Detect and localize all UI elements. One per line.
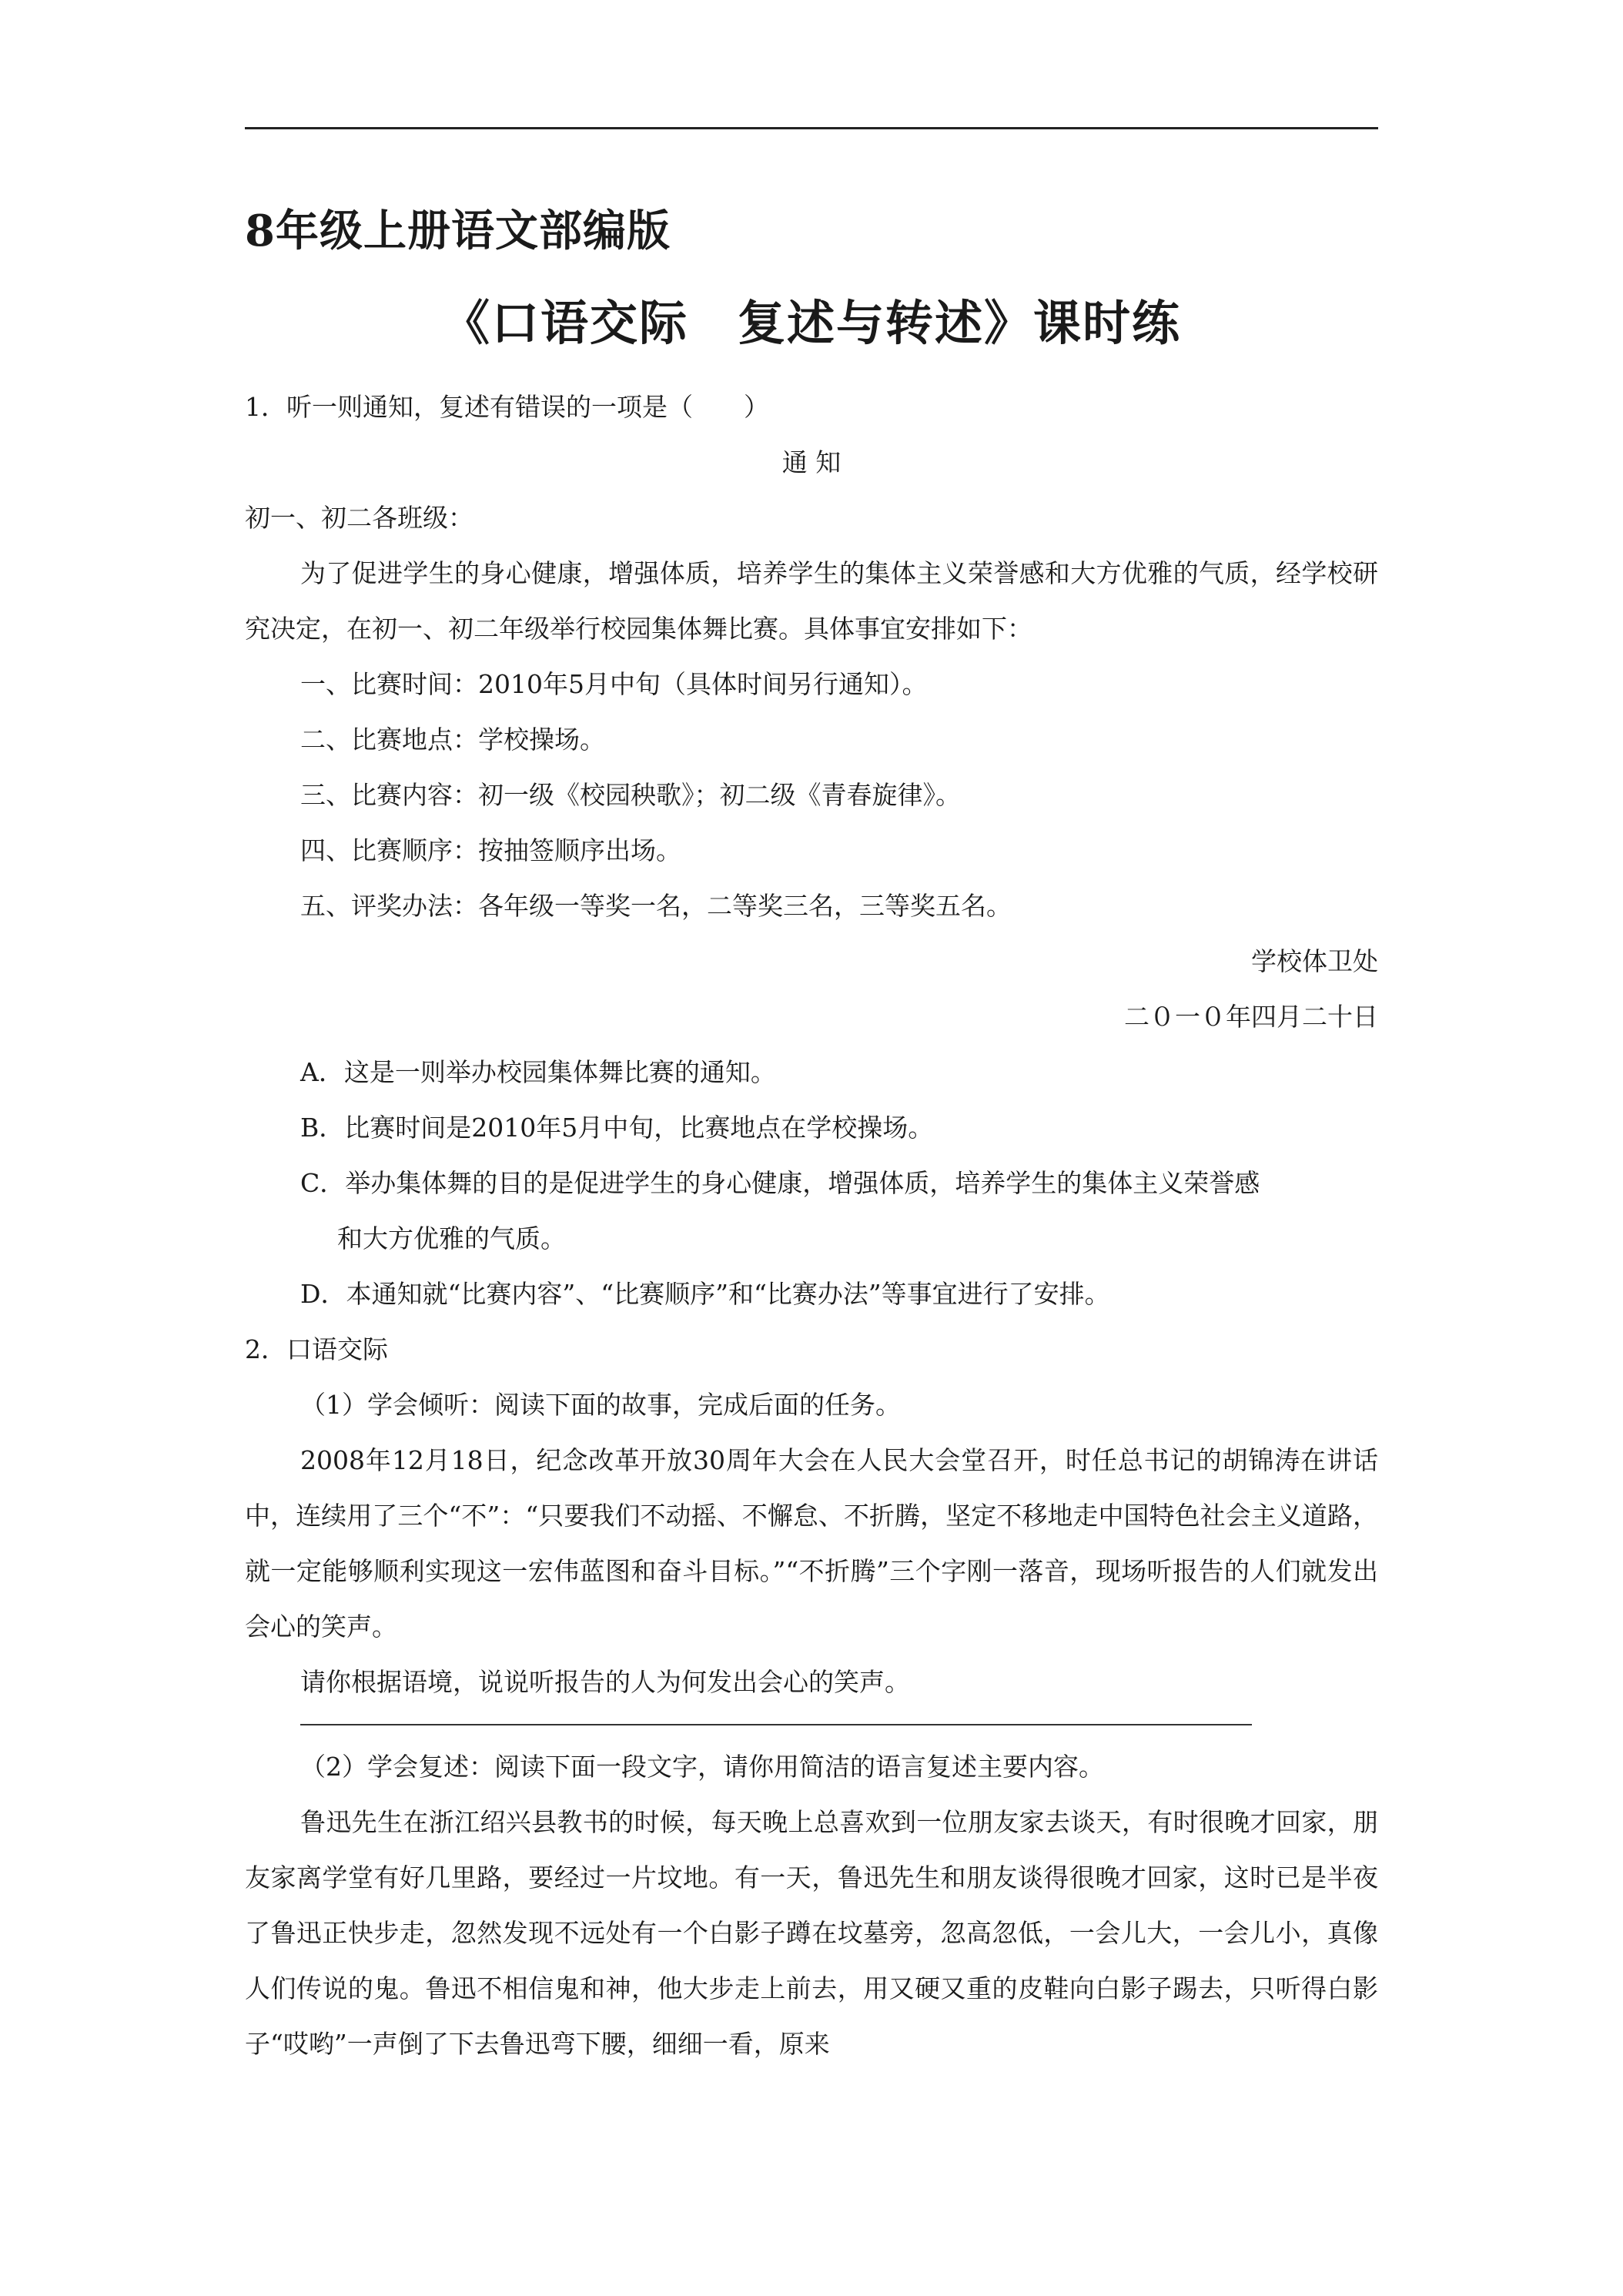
q2-part2-task: （2）学会复述：阅读下面一段文字，请你用简洁的语言复述主要内容。 (300, 1752, 1104, 1782)
worksheet-content (245, 189, 1378, 2072)
header-rule (245, 127, 1378, 129)
notice-item-time: 一、比赛时间：2010年5月中旬（具体时间另行通知）。 (300, 669, 928, 699)
q1-option-c-line2: 和大方优雅的气质。 (337, 1223, 566, 1253)
notice-item-content: 三、比赛内容：初一级《校园秧歌》；初二级《青春旋律》。 (300, 780, 961, 810)
notice-date: 二０一０年四月二十日 (1124, 1002, 1378, 1032)
notice-signature: 学校体卫处 (1251, 946, 1378, 976)
notice-body: 为了促进学生的身心健康，增强体质，培养学生的集体主义荣誉感和大方优雅的气质，经学校研究决定，在初一、初二年级举行校园集体舞比赛。具体事宜安排如下： (245, 558, 1378, 644)
notice-heading: 通 知 (781, 447, 842, 477)
q1-stem: 1．听一则通知，复述有错误的一项是（ ） (245, 392, 769, 422)
q1-option-c-line1: C．举办集体舞的目的是促进学生的身心健康，增强体质，培养学生的集体主义荣誉感 (300, 1168, 1260, 1198)
q1-option-c (245, 1156, 1378, 1267)
grade-title: 8年级上册语文部编版 (245, 206, 671, 256)
q2-stem: 2．口语交际 (245, 1334, 388, 1364)
q1-option-d: D．本通知就“比赛内容”、“比赛顺序”和“比赛办法”等事宜进行了安排。 (300, 1279, 1110, 1309)
lesson-title: 《口语交际 复述与转述》课时练 (441, 295, 1181, 351)
q2-part2-passage: 鲁迅先生在浙江绍兴县教书的时候，每天晚上总喜欢到一位朋友家去谈天，有时很晚才回家，朋友家离学堂有好几里路，要经过一片坟地。有一天，鲁迅先生和朋友谈得很晚才回家，这时已是半夜了鲁迅正快步走，忽然发现不远处有一个白影子蹲在坟墓旁，忽高忽低，一会儿大，一会儿小，真像人们传说的鬼。鲁迅不相信鬼和神，他大步走上前去，用又硬又重的皮鞋向白影子踢去，只听得白影子“哎哟”一声倒了下去鲁迅弯下腰，细细一看，原来 (245, 1807, 1378, 2059)
q2-part1-question: 请你根据语境，说说听报告的人为何发出会心的笑声。 (300, 1667, 910, 1697)
notice-addressee: 初一、初二各班级： (245, 503, 474, 533)
notice-item-place: 二、比赛地点：学校操场。 (300, 725, 605, 755)
notice-item-order: 四、比赛顺序：按抽签顺序出场。 (300, 835, 681, 865)
notice-item-awards: 五、评奖办法：各年级一等奖一名，二等奖三名，三等奖五名。 (300, 891, 1012, 921)
q2-part1-task: （1）学会倾听：阅读下面的故事，完成后面的任务。 (300, 1390, 901, 1420)
q1-option-a: A．这是一则举办校园集体舞比赛的通知。 (300, 1057, 776, 1087)
q1-option-b: B．比赛时间是2010年5月中旬，比赛地点在学校操场。 (300, 1113, 934, 1143)
answer-blank-line[interactable] (300, 1724, 1252, 1725)
q2-part1-story: 2008年12月18日，纪念改革开放30周年大会在人民大会堂召开，时任总书记的胡锦涛在讲话中，连续用了三个“不”：“只要我们不动摇、不懈怠、不折腾，坚定不移地走中国特色社会主义道路，就一定能够顺利实现这一宏伟蓝图和奋斗目标。”“不折腾”三个字刚一落音，现场听报告的人们就发出会心的笑声。 (245, 1445, 1378, 1642)
